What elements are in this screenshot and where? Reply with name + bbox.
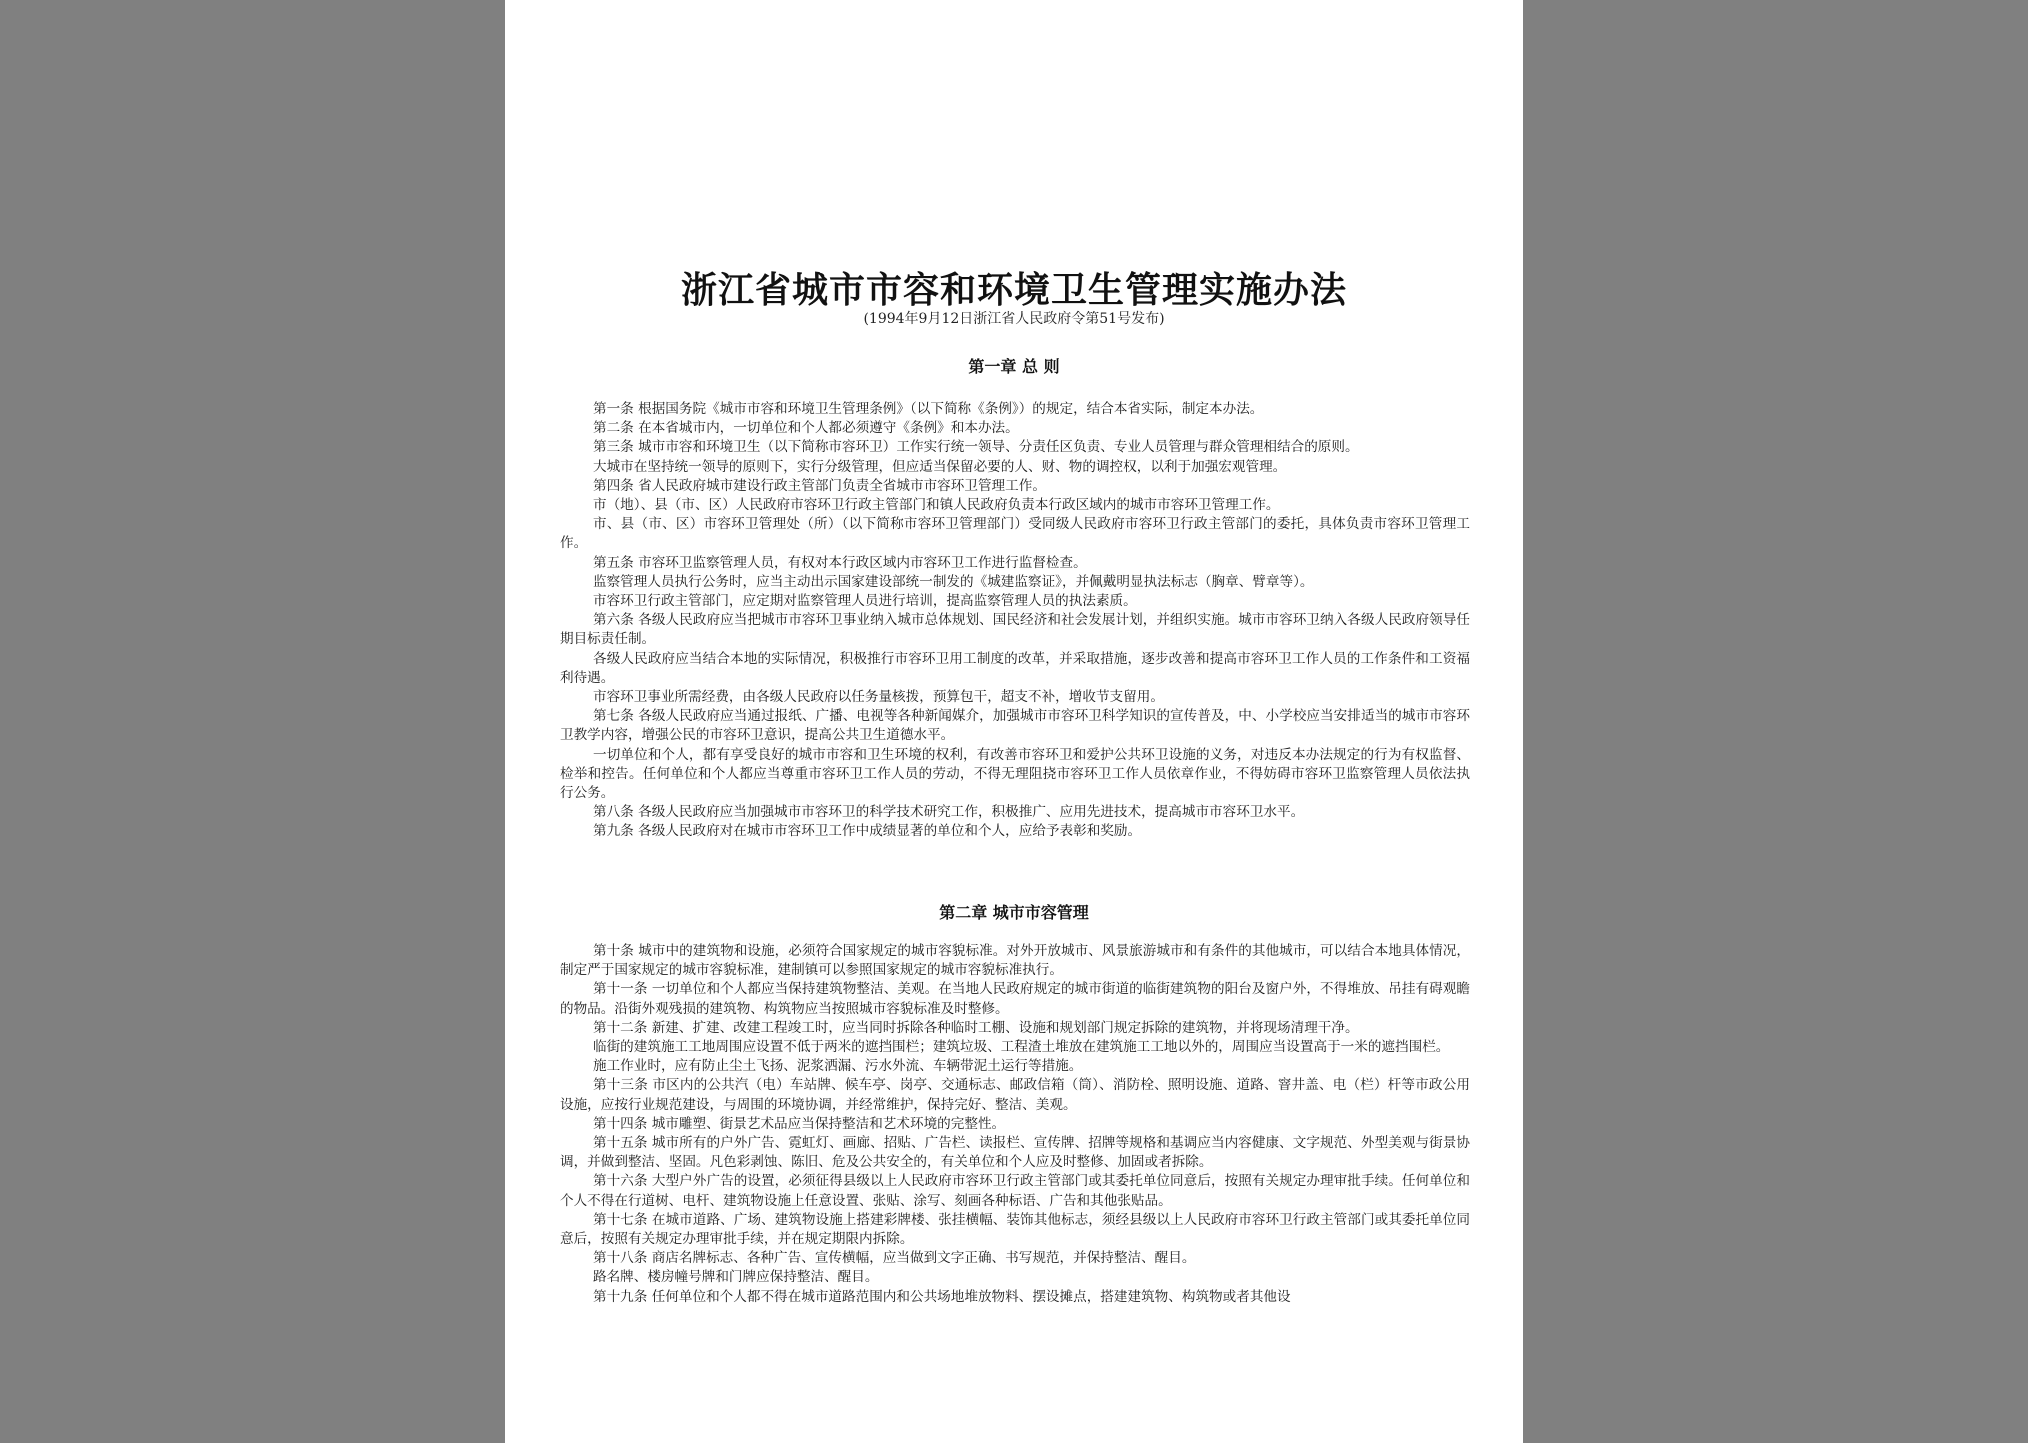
paragraph: 市容环卫事业所需经费，由各级人民政府以任务量核拨，预算包干，超支不补，增收节支留用。 xyxy=(593,689,1164,706)
paragraph: 第十条 城市中的建筑物和设施，必须符合国家规定的城市容貌标准。对外开放城市、风景旅游城市和有条件的其他城市，可以结合本地具体情况，制定严于国家规定的城市容貌标准，建制镇可以参照国家规定的城市容貌标准执行。 xyxy=(560,943,1470,979)
paragraph: 第十九条 任何单位和个人都不得在城市道路范围内和公共场地堆放物料、摆设摊点，搭建建筑物、构筑物或者其他设 xyxy=(593,1288,1291,1305)
paragraph: 第七条 各级人民政府应当通过报纸、广播、电视等各种新闻媒介，加强城市市容环卫科学知识的宣传普及，中、小学校应当安排适当的城市市容环卫教学内容，增强公民的市容环卫意识，提高公共卫生道德水平。 xyxy=(560,708,1470,744)
chapter-heading: 第一章 总 则 xyxy=(968,357,1060,376)
paragraph: 第十四条 城市雕塑、街景艺术品应当保持整洁和艺术环境的完整性。 xyxy=(593,1115,1006,1132)
chapter-body xyxy=(560,400,1470,842)
paragraph: 第五条 市容环卫监察管理人员，有权对本行政区域内市容环卫工作进行监督检查。 xyxy=(593,554,1087,571)
paragraph: 第六条 各级人民政府应当把城市市容环卫事业纳入城市总体规划、国民经济和社会发展计划，并组织实施。城市市容环卫纳入各级人民政府领导任期目标责任制。 xyxy=(560,612,1470,648)
paragraph: 第十一条 一切单位和个人都应当保持建筑物整洁、美观。在当地人民政府规定的城市街道的临街建筑物的阳台及窗户外，不得堆放、吊挂有碍观瞻的物品。沿街外观残损的建筑物、构筑物应当按照城市容貌标准及时整修。 xyxy=(560,981,1470,1017)
paragraph: 第十五条 城市所有的户外广告、霓虹灯、画廊、招贴、广告栏、读报栏、宣传牌、招牌等规格和基调应当内容健康、文字规范、外型美观与街景协调，并做到整洁、坚固。凡色彩剥蚀、陈旧、危及公共安全的，有关单位和个人应及时整修、加固或者拆除。 xyxy=(560,1135,1470,1171)
paragraph: 第四条 省人民政府城市建设行政主管部门负责全省城市市容环卫管理工作。 xyxy=(593,477,1046,494)
paragraph: 监察管理人员执行公务时，应当主动出示国家建设部统一制发的《城建监察证》，并佩戴明显执法标志（胸章、臂章等）。 xyxy=(593,573,1314,590)
paragraph: 第二条 在本省城市内，一切单位和个人都必须遵守《条例》和本办法。 xyxy=(593,420,1019,437)
paragraph: 施工作业时，应有防止尘土飞扬、泥浆洒漏、污水外流、车辆带泥土运行等措施。 xyxy=(593,1058,1083,1075)
document-title: 浙江省城市市容和环境卫生管理实施办法 xyxy=(680,269,1347,311)
paragraph: 第十三条 市区内的公共汽（电）车站牌、候车亭、岗亭、交通标志、邮政信箱（筒）、消防栓、照明设施、道路、窨井盖、电（栏）杆等市政公用设施，应按行业规范建设，与周围的环境协调，并经常维护，保持完好、整洁、美观。 xyxy=(560,1077,1470,1113)
paragraph: 市、县（市、区）市容环卫管理处（所）（以下简称市容环卫管理部门）受同级人民政府市容环卫行政主管部门的委托，具体负责市容环卫管理工作。 xyxy=(560,516,1470,552)
paragraph: 各级人民政府应当结合本地的实际情况，积极推行市容环卫用工制度的改革，并采取措施，逐步改善和提高市容环卫工作人员的工作条件和工资福利待遇。 xyxy=(560,650,1470,686)
chapter-body xyxy=(560,942,1470,1307)
document-page xyxy=(505,0,1523,1443)
paragraph: 第十七条 在城市道路、广场、建筑物设施上搭建彩牌楼、张挂横幅、装饰其他标志，须经县级以上人民政府市容环卫行政主管部门或其委托单位同意后，按照有关规定办理审批手续，并在规定期限内拆除。 xyxy=(560,1211,1470,1248)
paragraph: 第十二条 新建、扩建、改建工程竣工时，应当同时拆除各种临时工棚、设施和规划部门规定拆除的建筑物，并将现场清理干净。 xyxy=(593,1019,1359,1036)
paragraph: 路名牌、楼房幢号牌和门牌应保持整洁、醒目。 xyxy=(593,1269,879,1286)
document-subtitle: (1994年9月12日浙江省人民政府令第51号发布) xyxy=(863,311,1165,327)
paragraph: 市（地）、县（市、区）人民政府市容环卫行政主管部门和镇人民政府负责本行政区域内的城市市容环卫管理工作。 xyxy=(593,497,1280,514)
paragraph: 第九条 各级人民政府对在城市市容环卫工作中成绩显著的单位和个人，应给予表彰和奖励。 xyxy=(593,823,1142,840)
paragraph: 临街的建筑施工工地周围应设置不低于两米的遮挡围栏；建筑垃圾、工程渣土堆放在建筑施工工地以外的，周围应当设置高于一米的遮挡围栏。 xyxy=(593,1039,1450,1056)
chapter-heading: 第二章 城市市容管理 xyxy=(939,903,1089,922)
paragraph: 一切单位和个人，都有享受良好的城市市容和卫生环境的权利，有改善市容环卫和爱护公共环卫设施的义务，对违反本办法规定的行为有权监督、检举和控告。任何单位和个人都应当尊重市容环卫工作人员的劳动，不得无理阻挠市容环卫工作人员依章作业，不得妨碍市容环卫监察管理人员依法执行公务。 xyxy=(560,746,1470,802)
paragraph: 第十八条 商店名牌标志、各种广告、宣传横幅，应当做到文字正确、书写规范，并保持整洁、醒目。 xyxy=(593,1250,1196,1267)
paragraph: 第三条 城市市容和环境卫生（以下简称市容环卫）工作实行统一领导、分责任区负责、专业人员管理与群众管理相结合的原则。 xyxy=(593,439,1359,456)
paragraph: 第十六条 大型户外广告的设置，必须征得县级以上人民政府市容环卫行政主管部门或其委托单位同意后，按照有关规定办理审批手续。任何单位和个人不得在行道树、电杆、建筑物设施上任意设置、张贴、涂写、刻画各种标语、广告和其他张贴品。 xyxy=(560,1173,1470,1209)
paragraph: 第一条 根据国务院《城市市容和环境卫生管理条例》（以下简称《条例》）的规定，结合本省实际，制定本办法。 xyxy=(593,401,1264,417)
paragraph: 第八条 各级人民政府应当加强城市市容环卫的科学技术研究工作，积极推广、应用先进技术，提高城市市容环卫水平。 xyxy=(593,804,1305,821)
paragraph: 大城市在坚持统一领导的原则下，实行分级管理，但应适当保留必要的人、财、物的调控权，以利于加强宏观管理。 xyxy=(593,458,1287,475)
paragraph: 市容环卫行政主管部门，应定期对监察管理人员进行培训，提高监察管理人员的执法素质。 xyxy=(593,593,1137,610)
